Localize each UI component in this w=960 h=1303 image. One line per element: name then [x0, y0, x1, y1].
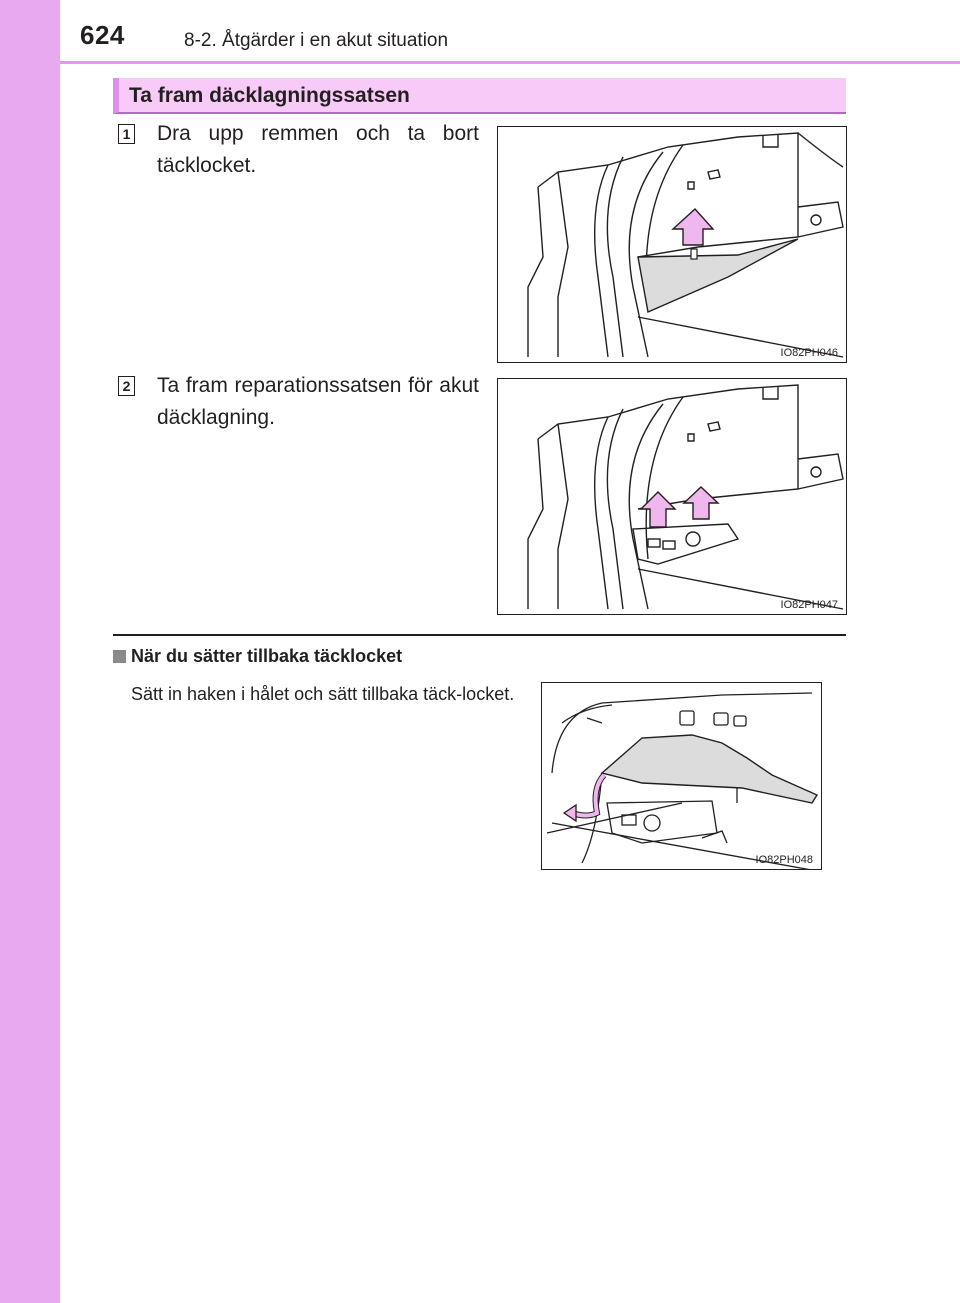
note-title: När du sätter tillbaka täcklocket — [131, 646, 403, 666]
trunk-illustration-1 — [498, 127, 847, 363]
trunk-illustration-3 — [542, 683, 822, 870]
section-title: Ta fram däcklagningssatsen — [129, 84, 410, 107]
side-tab-strip — [0, 0, 60, 1303]
figure-code: IO82PH047 — [780, 599, 838, 611]
note-text: Sätt in haken i hålet och sätt tillbaka täck-locket. — [131, 684, 515, 704]
section-heading — [113, 78, 846, 114]
figure-remove-cover — [497, 126, 847, 363]
cover-lid — [602, 735, 817, 803]
section-divider — [113, 634, 846, 636]
pull-up-arrow — [673, 209, 713, 259]
step-2-badge: 2 — [118, 376, 135, 396]
figure-reinstall-cover — [541, 682, 822, 870]
step-1-text: Dra upp remmen och ta bort täcklocket. — [157, 122, 479, 177]
step-1-badge: 1 — [118, 124, 135, 144]
figure-code: IO82PH048 — [755, 854, 813, 866]
figure-take-out-kit — [497, 378, 847, 615]
trunk-illustration-2 — [498, 379, 847, 615]
chapter-title: 8-2. Åtgärder i en akut situation — [184, 30, 449, 51]
lift-arrows — [641, 487, 718, 527]
figure-code: IO82PH046 — [780, 347, 838, 359]
page-number: 624 — [80, 20, 125, 50]
cover-panel — [638, 239, 798, 312]
header-rule — [60, 61, 960, 64]
bullet-square-icon — [113, 650, 126, 663]
step-2-text: Ta fram reparationssatsen för akut däcklagning. — [157, 374, 479, 429]
note-heading — [113, 646, 402, 667]
